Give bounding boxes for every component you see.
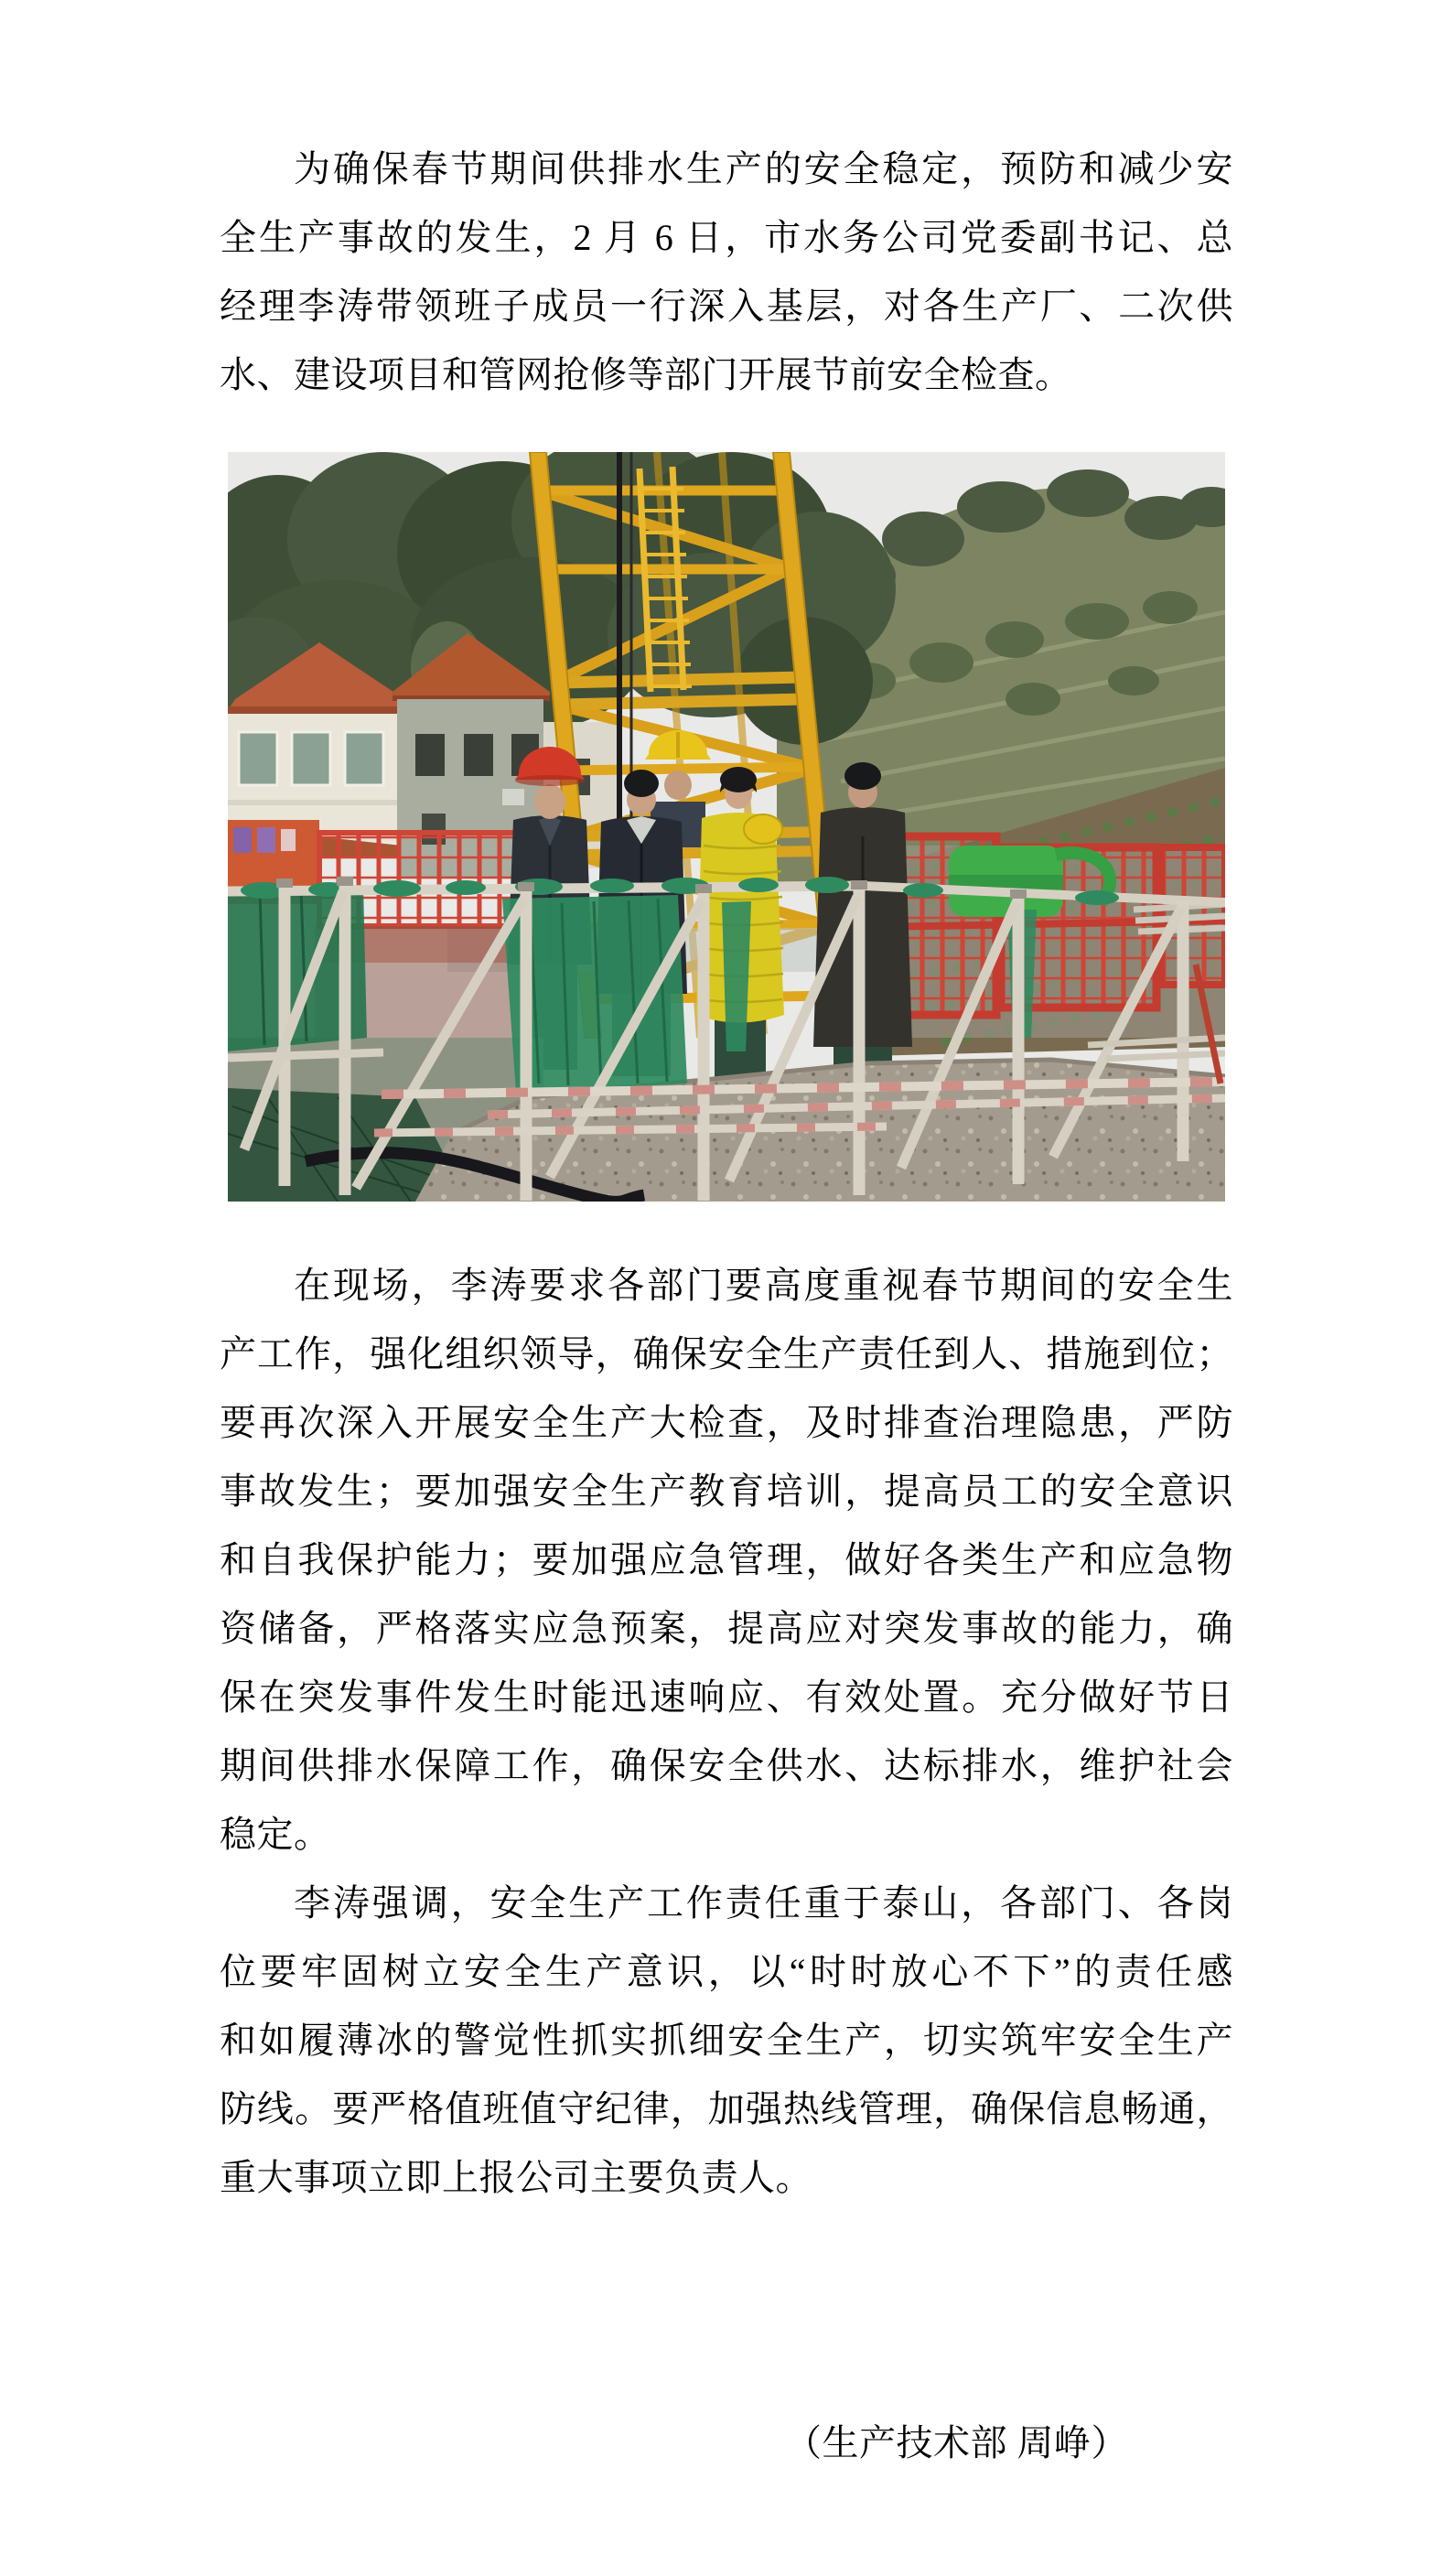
text-line: 全生产事故的发生，2 月 6 日，市水务公司党委副书记、总 <box>220 217 1233 258</box>
text-line: 和自我保护能力；要加强应急管理，做好各类生产和应急物 <box>220 1539 1233 1580</box>
text-line: 重大事项立即上报公司主要负责人。 <box>220 2157 812 2198</box>
text-line: 李涛强调，安全生产工作责任重于泰山，各部门、各岗 <box>294 1882 1233 1924</box>
text-line: 资储备，严格落实应急预案，提高应对突发事故的能力，确 <box>220 1608 1233 1649</box>
text-line: 为确保春节期间供排水生产的安全稳定，预防和减少安 <box>294 148 1233 189</box>
article-content <box>220 135 1233 2477</box>
text-line: 要再次深入开展安全生产大检查，及时排查治理隐患，严防 <box>220 1402 1233 1443</box>
text-line: 事故发生；要加强安全生产教育培训，提高员工的安全意识 <box>220 1471 1233 1512</box>
article-photo <box>228 452 1225 1202</box>
text-line: 产工作，强化组织领导，确保安全生产责任到人、措施到位； <box>220 1333 1233 1374</box>
text-line: 位要牢固树立安全生产意识，以“时时放心不下”的责任感 <box>220 1951 1233 1992</box>
text-line: 水、建设项目和管网抢修等部门开展节前安全检查。 <box>220 354 1072 395</box>
article-body <box>220 135 1233 409</box>
paragraph <box>220 1251 1233 1869</box>
text-line: 期间供排水保障工作，确保安全供水、达标排水，维护社会 <box>220 1745 1233 1786</box>
paragraph <box>220 135 1233 409</box>
text-line: 防线。要严格值班值守纪律，加强热线管理，确保信息畅通， <box>220 2088 1233 2129</box>
text-line: 和如履薄冰的警觉性抓实抓细安全生产，切实筑牢安全生产 <box>220 2020 1233 2061</box>
text-line: 在现场，李涛要求各部门要高度重视春节期间的安全生 <box>294 1265 1233 1306</box>
text-line: 保在突发事件发生时能迅速响应、有效处置。充分做好节日 <box>220 1676 1233 1718</box>
byline-signature: （生产技术部 周峥） <box>785 2422 1128 2463</box>
paragraph <box>220 1869 1233 2212</box>
article-body-continued <box>220 1251 1233 2212</box>
text-line: 经理李涛带领班子成员一行深入基层，对各生产厂、二次供 <box>220 286 1233 327</box>
text-line: 稳定。 <box>220 1814 331 1855</box>
